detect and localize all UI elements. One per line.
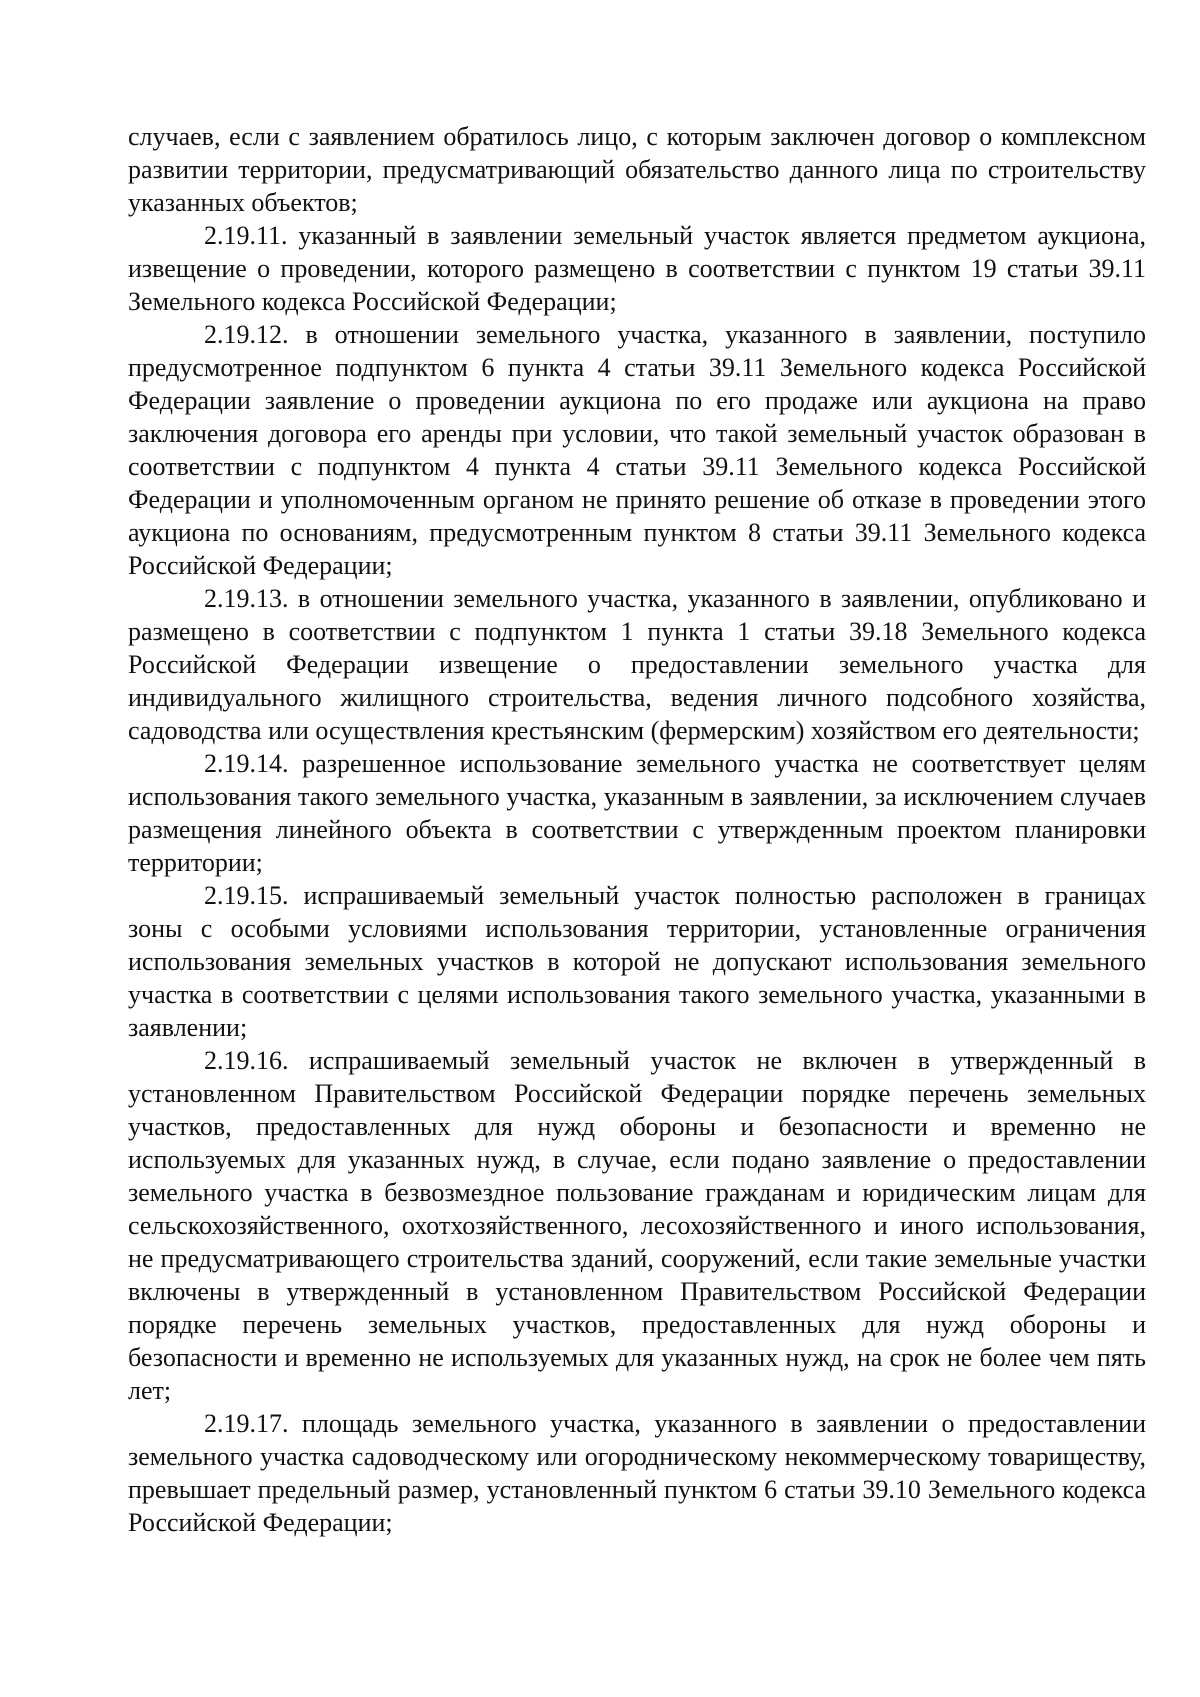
paragraph-2-19-13: 2.19.13. в отношении земельного участка, указанного в заявлении, опубликовано и размещено в соответствии с подпунктом 1 пункта 1 статьи 39.18 Земельного кодекса Российской Федерации извещение о предоставлении земельного участка для индивидуального жилищного строительства, ведения личного подсобного хозяйства, садоводства или осуществления крестьянским (фермерским) хозяйством его деятельности;: [128, 584, 1146, 745]
paragraph-continuation: случаев, если с заявлением обратилось лицо, с которым заключен договор о комплексном развитии территории, предусматривающий обязательство данного лица по строительству указанных объектов;: [128, 122, 1146, 217]
paragraph-2-19-16: 2.19.16. испрашиваемый земельный участок не включен в утвержденный в установленном Правительством Российской Федерации порядке перечень земельных участков, предоставленных для нужд обороны и безопасности и временно не используемых для указанных нужд, в случае, если подано заявление о предоставлении земельного участка в безвозмездное пользование гражданам и юридическим лицам для сельскохозяйственного, охотхозяйственного, лесохозяйственного и иного использования, не предусматривающего строительства зданий, сооружений, если такие земельные участки включены в утвержденный в установленном Правительством Российской Федерации порядке перечень земельных участков, предоставленных для нужд обороны и безопасности и временно не используемых для указанных нужд, на срок не более чем пять лет;: [128, 1046, 1146, 1405]
document-body: [128, 120, 1146, 1539]
paragraph-2-19-15: 2.19.15. испрашиваемый земельный участок полностью расположен в границах зоны с особыми условиями использования территории, установленные ограничения использования земельных участков в которой не допускают использования земельного участка в соответствии с целями использования такого земельного участка, указанными в заявлении;: [128, 881, 1146, 1042]
paragraph-2-19-14: 2.19.14. разрешенное использование земельного участка не соответствует целям использования такого земельного участка, указанным в заявлении, за исключением случаев размещения линейного объекта в соответствии с утвержденным проектом планировки территории;: [128, 749, 1146, 877]
paragraph-2-19-17: 2.19.17. площадь земельного участка, указанного в заявлении о предоставлении земельного участка садоводческому или огородническому некоммерческому товариществу, превышает предельный размер, установленный пунктом 6 статьи 39.10 Земельного кодекса Российской Федерации;: [128, 1409, 1146, 1537]
paragraph-2-19-12: 2.19.12. в отношении земельного участка, указанного в заявлении, поступило предусмотренное подпунктом 6 пункта 4 статьи 39.11 Земельного кодекса Российской Федерации заявление о проведении аукциона по его продаже или аукциона на право заключения договора его аренды при условии, что такой земельный участок образован в соответствии с подпунктом 4 пункта 4 статьи 39.11 Земельного кодекса Российской Федерации и уполномоченным органом не принято решение об отказе в проведении этого аукциона по основаниям, предусмотренным пунктом 8 статьи 39.11 Земельного кодекса Российской Федерации;: [128, 320, 1146, 580]
paragraph-2-19-11: 2.19.11. указанный в заявлении земельный участок является предметом аукциона, извещение о проведении, которого размещено в соответствии с пунктом 19 статьи 39.11 Земельного кодекса Российской Федерации;: [128, 221, 1146, 316]
